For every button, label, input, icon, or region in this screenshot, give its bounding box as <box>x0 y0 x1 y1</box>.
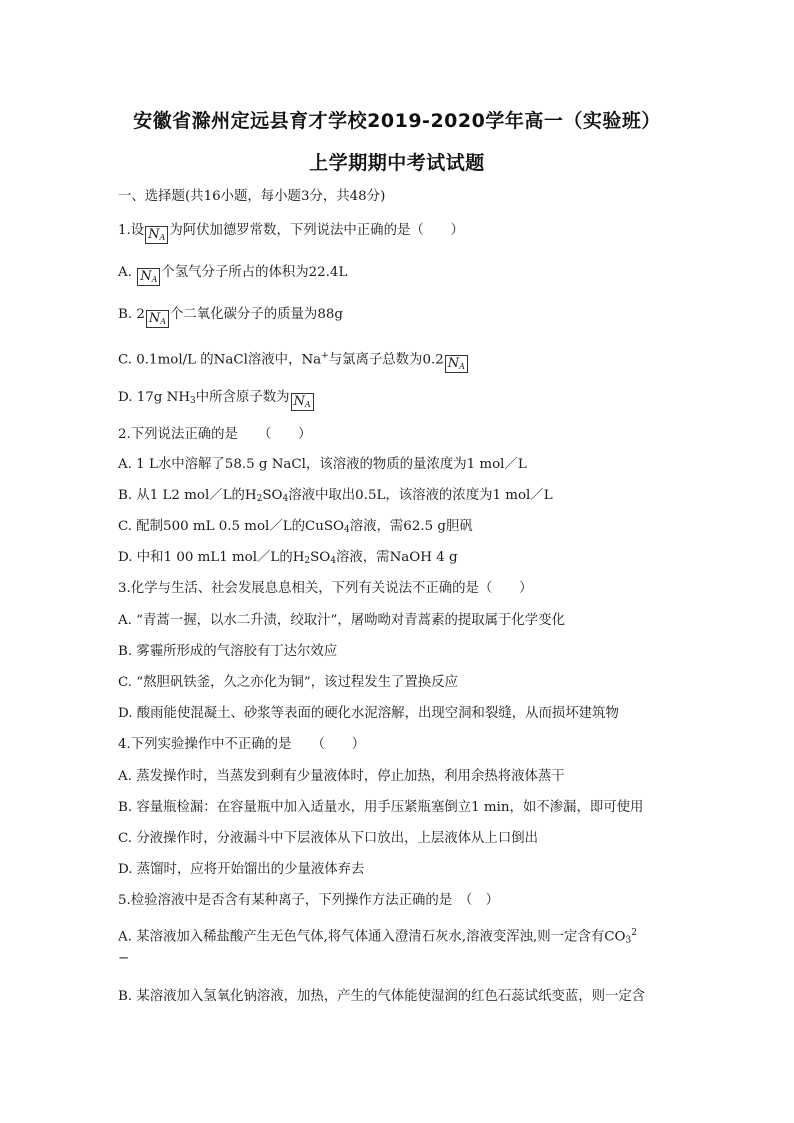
q3-option-c: C. “熬胆矾铁釜，久之亦化为铜”，该过程发生了置换反应 <box>118 675 458 690</box>
q5-option-a-continued: − <box>118 951 130 966</box>
q2-option-c: C. 配制500 mL 0.5 mol／L的CuSO$_4$溶液，需62.5 g胆矾 <box>118 519 473 535</box>
na-symbol-box: $N_A$ <box>146 310 169 328</box>
q4-option-a: A. 蒸发操作时，当蒸发到剩有少量液体时，停止加热，利用余热将液体蒸干 <box>118 769 565 784</box>
q2-option-a: A. 1 L水中溶解了58.5 g NaCl，该溶液的物质的量浓度为1 mol／L <box>118 457 527 472</box>
q1-option-a: A. $N_A$ 个氢气分子所占的体积为22.4L <box>118 265 348 284</box>
na-symbol-box: $N_A$ <box>291 393 314 411</box>
q1-stem: 1.设 $N_A$ 为阿伏加德罗常数，下列说法中正确的是（ ） <box>118 223 464 242</box>
q5-option-b: B. 某溶液加入氢氧化钠溶液，加热，产生的气体能使湿润的红色石蕊试纸变蓝，则一定含 <box>118 989 646 1004</box>
q2-option-b: B. 从1 L2 mol／L的$H_2SO_4$溶液中取出0.5L，该溶液的浓度为1 mol／L <box>118 488 553 504</box>
q4-stem: 4.下列实验操作中不正确的是 （ ） <box>118 737 366 752</box>
q4-option-d: D. 蒸馏时，应将开始馏出的少量液体弃去 <box>118 862 365 877</box>
na-symbol-box: $N_A$ <box>145 226 168 244</box>
q1-option-c: C. 0.1mol/L 的NaCl溶液中，Na+与氯离子总数为0.2 $N_A$ <box>118 347 678 373</box>
q3-option-a: A. “青蒿一握，以水二升渍，绞取汁”，屠呦呦对青蒿素的提取属于化学变化 <box>118 613 565 628</box>
na-symbol-box: $N_A$ <box>445 355 468 373</box>
q2-stem: 2.下列说法正确的是 （ ） <box>118 427 312 442</box>
q3-option-b: B. 雾霾所形成的气溶胶有丁达尔效应 <box>118 644 338 659</box>
q1-option-d: D. 17g $NH_3$中所含原子数为 $N_A$ <box>118 389 678 411</box>
q5-stem: 5.检验溶液中是否含有某种离子，下列操作方法正确的是 （ ） <box>118 893 500 908</box>
q1-option-b: B. 2 $N_A$ 个二氧化碳分子的质量为88g <box>118 307 343 326</box>
title-line-2: 上学期期中考试试题 <box>309 152 485 174</box>
q2-option-d: D. 中和1 00 mL1 mol／L的$H_2SO_4$溶液，需NaOH 4 g <box>118 550 458 566</box>
q4-option-b: B. 容量瓶检漏：在容量瓶中加入适量水，用手压紧瓶塞倒立1 min，如不渗漏，即可使用 <box>118 800 644 815</box>
q5-option-a: A. 某溶液加入稀盐酸产生无色气体,将气体通入澄清石灰水,溶液变浑浊,则一定含有$CO_3^2$ <box>118 928 637 946</box>
na-symbol-box: $N_A$ <box>137 268 160 286</box>
section-heading: 一、选择题(共16小题，每小题3分，共48分) <box>118 189 386 204</box>
q4-option-c: C. 分液操作时，分液漏斗中下层液体从下口放出，上层液体从上口倒出 <box>118 831 538 846</box>
q3-stem: 3.化学与生活、社会发展息息相关，下列有关说法不正确的是（ ） <box>118 581 533 596</box>
title-line-1: 安徽省滁州定远县育才学校2019-2020学年高一（实验班） <box>133 110 661 132</box>
q3-option-d: D. 酸雨能使混凝土、砂浆等表面的硬化水泥溶解，出现空洞和裂缝，从而损坏建筑物 <box>118 706 619 721</box>
